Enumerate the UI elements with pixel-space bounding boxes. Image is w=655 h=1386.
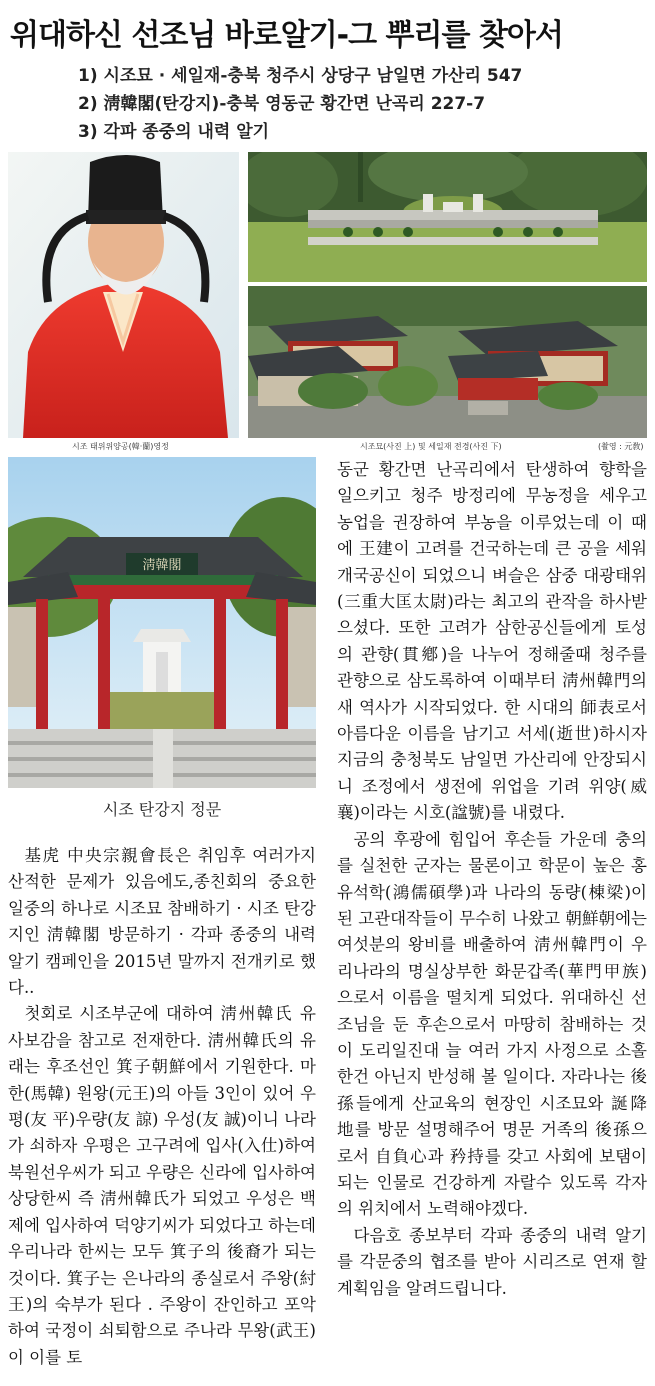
paragraph: 공의 후광에 힘입어 후손들 가운데 충의를 실천한 군자는 물론이고 학문이 높은 홍유석학(鴻儒碩學)과 나라의 동량(棟梁)이된 고관대작들이 무수히 나왔고 朝鮮朝에는 여섯분의 왕비를 배출하여 淸州韓門이 우리나라의 명실상부한 화문갑족(華門甲族)으로서 이름을 떨치게 되었다. 위대하신 선조님을 둔 후손으로서 마땅히 참배하는 것이 도리일진대 늘 여러 가지 사정으로 소홀한건 아닌지 반성해 볼 일이다. 자라나는 後孫들에게 산교육의 현장인 시조묘와 誕降地를 방문 설명해주어 명문 거족의 後孫으로서 自負心과 矜持를 갖고 사회에 보탬이 되는 인물로 건강하게 자랄수 있도록 각자의 위치에서 노력해야겠다.: [337, 829, 647, 1219]
photo-credit: (촬영 : 元敎): [598, 442, 644, 451]
paragraph: 다음호 종보부터 각파 종중의 내력 알기를 각문중의 협조를 받아 시리즈로 연재 할 계획임을 알려드립니다.: [337, 1225, 647, 1298]
article-right-column: [337, 457, 647, 1302]
ancestor-portrait: [8, 152, 239, 438]
paragraph: 基虎 中央宗親會長은 취임후 여러가지 산적한 문제가 있음에도,종친회의 중요한 일중의 하나로 시조묘 참배하기 · 시조 탄강지인 淸韓閣 방문하기 · 각파 종중의 내력 알기 캠페인을 2015년 말까지 전개키로 했다..: [8, 846, 316, 998]
gate-sign: 淸韓閣: [142, 558, 182, 573]
portrait-caption: 시조 태위위양공(韓·蘭)영정: [72, 442, 169, 451]
subtitle-item: 1) 시조묘 · 세일재-충북 청주시 상당구 남일면 가산리 547: [78, 66, 523, 86]
subtitle-item: 2) 淸韓閣(탄강지)-충북 영동군 황간면 난곡리 227-7: [78, 94, 486, 114]
gate-photo: [8, 457, 316, 788]
subtitle-item: 3) 각파 종중의 내력 알기: [78, 122, 270, 142]
tomb-photo: [248, 152, 647, 282]
article-left-column: [8, 843, 316, 1371]
seiljae-photo: [248, 286, 647, 438]
paragraph: 동군 황간면 난곡리에서 탄생하여 향학을 일으키고 청주 방정리에 무농정을 세우고 농업을 권장하여 부농을 이루었는데 이 때에 王建이 고려를 건국하는데 큰 공을 세워 개국공신이 되었으니 벼슬은 삼중 대광태위(三重大匡太尉)라는 최고의 관작을 하사받으셨다. 또한 고려가 삼한공신들에게 토성의 관향(貫鄕)을 나누어 정해줄때 청주를 관향으로 삼도록하여 이때부터 淸州韓門의 새 역사가 시작되었다. 한 시대의 師表로서 아름다운 이름을 남기고 서세(逝世)하시자 지금의 충청북도 남일면 가산리에 안장되시니 조정에서 생전에 위업을 기려 위양(威襄)이라는 시호(諡號)를 내렸다.: [337, 460, 647, 823]
tomb-caption: 시조묘(사진 上) 및 세일재 전경(사진 下): [360, 442, 502, 451]
paragraph: 첫회로 시조부군에 대하여 淸州韓氏 유사보감을 참고로 전재한다. 淸州韓氏의 유래는 후조선인 箕子朝鮮에서 기원한다. 마한(馬韓) 원왕(元王)의 아들 3인이 있어 우평(友 平)우량(友 諒) 우성(友 誠)이니 나라가 쇠하자 우평은 고구려에 입사(入仕)하여 북원선우씨가 되고 우량은 신라에 입사하여 상당한씨 즉 淸州韓氏가 되었고 우성은 백제에 입사하여 덕양기씨가 되었다고 하는데 우리나라 한씨는 모두 箕子의 後裔가 되는것이다. 箕子는 은나라의 종실로서 주왕(紂王)의 숙부가 된다 . 주왕이 잔인하고 포악하여 국정이 쇠퇴함으로 주나라 무왕(武王)이 이를 토: [8, 1004, 316, 1367]
gate-caption: 시조 탄강지 정문: [102, 800, 222, 819]
article-title: 위대하신 선조님 바로알기-그 뿌리를 찾아서: [10, 18, 563, 53]
subtitle-list: [78, 62, 522, 146]
